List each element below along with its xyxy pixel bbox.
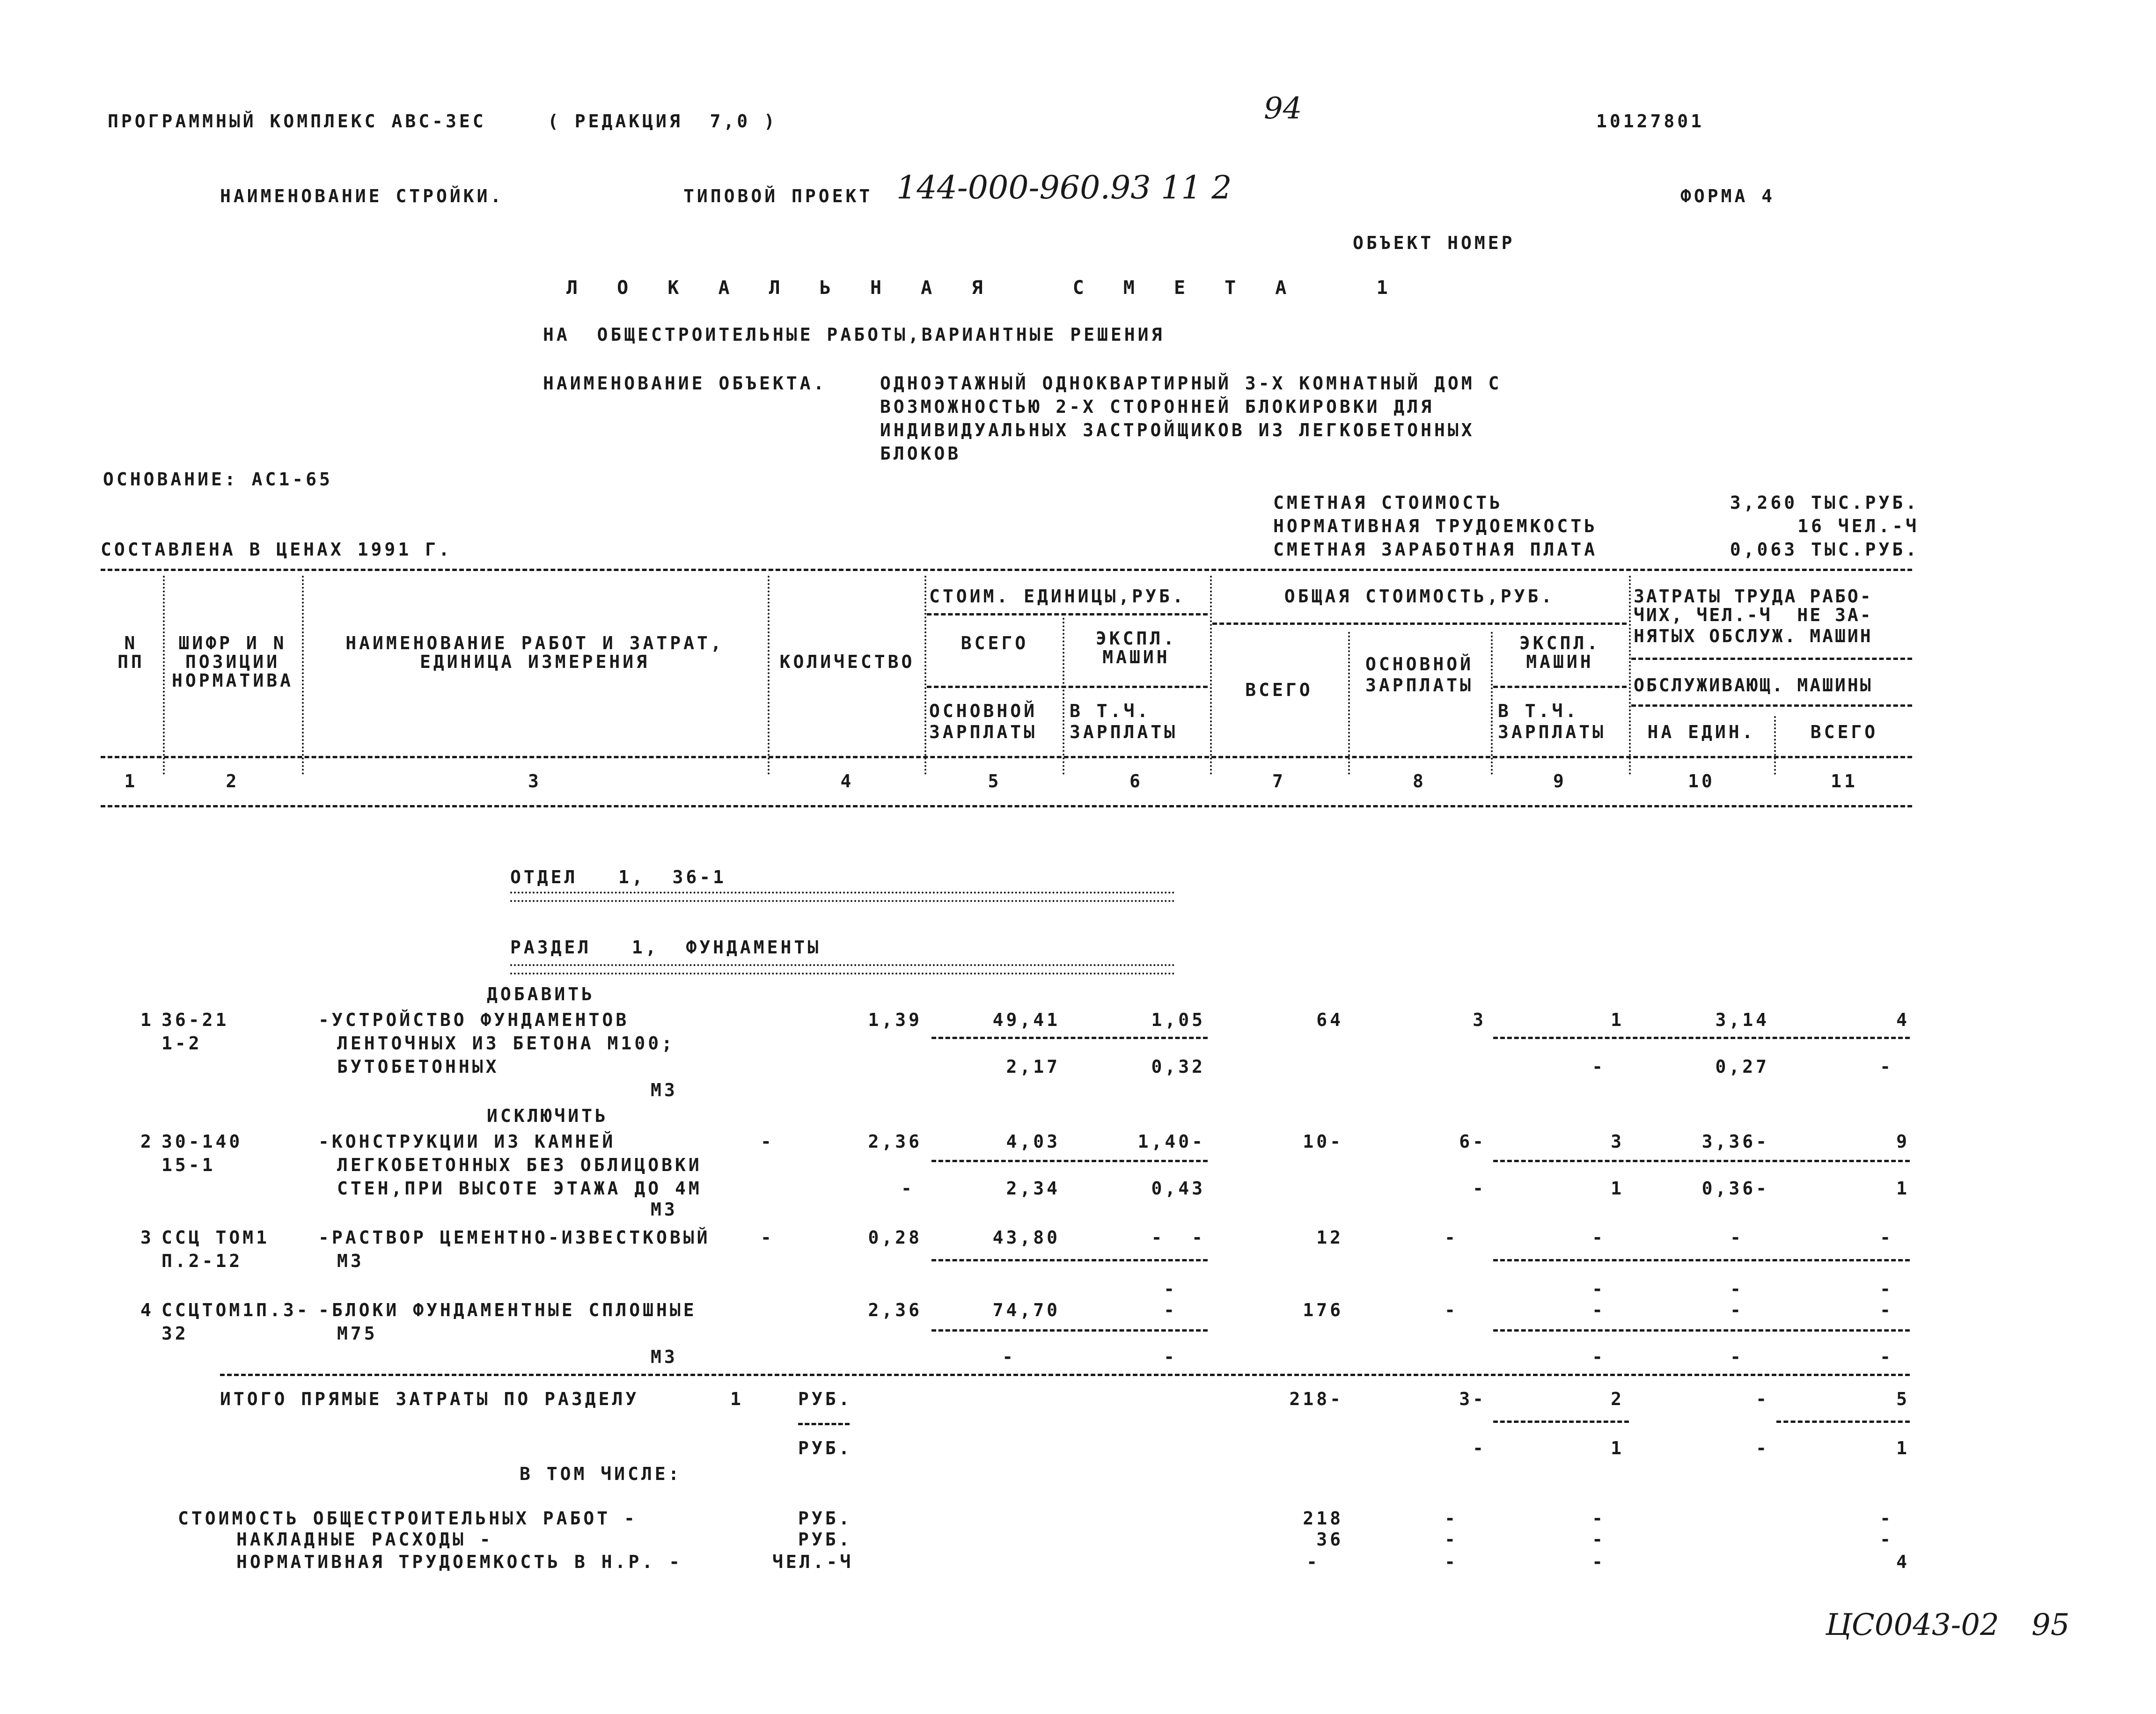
row-rule: [931, 1259, 1208, 1261]
row-c9: 1: [1611, 1010, 1624, 1030]
row-note: ИСКЛЮЧИТЬ: [487, 1106, 609, 1126]
handwritten-page-number: 95: [2031, 1608, 2070, 1642]
row-c10: 3,36-: [1701, 1131, 1769, 1152]
col-header: ВСЕГО: [961, 633, 1029, 653]
row-c8-sub: -: [1473, 1178, 1486, 1199]
col-divider: [1063, 618, 1064, 775]
works-type: НА ОБЩЕСТРОИТЕЛЬНЫЕ РАБОТЫ,ВАРИАНТНЫЕ РЕШЕНИЯ: [543, 324, 1165, 345]
row-code: 1-2: [161, 1033, 202, 1054]
project-label: ТИПОВОЙ ПРОЕКТ: [683, 186, 873, 206]
row-c6: -: [1164, 1300, 1177, 1320]
col-header: НА ЕДИН.: [1647, 722, 1756, 742]
col-header: ЕДИНИЦА ИЗМЕРЕНИЯ: [420, 652, 650, 672]
row-rule: [1493, 1329, 1910, 1332]
header-rule: [1212, 623, 1627, 625]
object-number: ОБЪЕКТ НОМЕР: [1353, 233, 1515, 253]
col-number: 8: [1413, 771, 1426, 791]
object-line: БЛОКОВ: [880, 443, 961, 464]
unit-rule: [798, 1423, 850, 1425]
row-qty-mark: -: [901, 1178, 915, 1199]
col-header: ПП: [117, 652, 145, 672]
header-rule: [927, 686, 1208, 688]
col-group-header: ЧИХ, ЧЕЛ.-Ч НЕ ЗА-: [1634, 605, 1873, 625]
breakdown-c11: 4: [1896, 1552, 1910, 1572]
row-c10-sub: -: [1730, 1347, 1744, 1367]
basis: ОСНОВАНИЕ: АС1-65: [103, 469, 333, 490]
col-header: НАИМЕНОВАНИЕ РАБОТ И ЗАТРАТ,: [345, 633, 724, 653]
row-c10: 3,14: [1715, 1010, 1769, 1030]
row-c11: -: [1880, 1227, 1893, 1248]
totals-top-rule: [220, 1374, 1910, 1376]
col-header: ОСНОВНОЙ: [1365, 654, 1474, 674]
col-header: В Т.Ч.: [1070, 701, 1151, 721]
row-rule: [1776, 1421, 1910, 1423]
row-code: ССЦТОМ1П.3-: [161, 1300, 310, 1320]
header-rule: [1631, 658, 1912, 660]
row-c9: 3: [1611, 1131, 1624, 1152]
totals-c10-sub: -: [1756, 1438, 1769, 1458]
object-label: НАИМЕНОВАНИЕ ОБЪЕКТА.: [543, 373, 827, 394]
row-qty: 2,36: [868, 1131, 922, 1152]
row-c6: - -: [1151, 1227, 1205, 1248]
row-c9-sub: -: [1592, 1347, 1606, 1367]
breakdown-label: НАКЛАДНЫЕ РАСХОДЫ -: [236, 1529, 493, 1550]
summary-value: 0,063 ТЫС.РУБ.: [1730, 539, 1919, 560]
breakdown-c7: 218: [1303, 1508, 1343, 1529]
object-line: ОДНОЭТАЖНЫЙ ОДНОКВАРТИРНЫЙ 3-Х КОМНАТНЫЙ ДОМ С: [880, 373, 1502, 394]
row-c10: -: [1730, 1300, 1744, 1320]
row-name: СТЕН,ПРИ ВЫСОТЕ ЭТАЖА ДО 4М: [337, 1178, 702, 1199]
row-unit: М3: [651, 1199, 678, 1220]
edition: ( РЕДАКЦИЯ 7,0 ): [548, 111, 777, 132]
col-header: В Т.Ч.: [1498, 701, 1579, 721]
col-header: ОСНОВНОЙ: [929, 701, 1038, 721]
razdel-heading: РАЗДЕЛ 1, ФУНДАМЕНТЫ: [510, 937, 821, 958]
row-rule: [1493, 1421, 1629, 1423]
row-c11-top: -: [1880, 1279, 1893, 1299]
estimate-title: Л О К А Л Ь Н А Я С М Е Т А 1: [566, 277, 1402, 299]
row-code: 30-140: [161, 1131, 243, 1152]
row-c5: 43,80: [992, 1227, 1060, 1248]
row-c7: 176: [1303, 1300, 1343, 1320]
form-label: ФОРМА 4: [1680, 186, 1775, 206]
col-divider: [924, 576, 926, 775]
building-label: НАИМЕНОВАНИЕ СТРОЙКИ.: [220, 186, 504, 206]
row-c9-sub: 1: [1611, 1178, 1624, 1199]
col-number: 5: [988, 771, 1002, 791]
col-number: 11: [1831, 771, 1858, 791]
header-rule: [927, 613, 1208, 615]
row-c5-sub: 2,17: [1006, 1056, 1060, 1077]
summary-label: СМЕТНАЯ ЗАРАБОТНАЯ ПЛАТА: [1273, 539, 1598, 560]
row-rule: [1493, 1259, 1910, 1261]
row-number: 2: [140, 1131, 154, 1152]
row-c11: -: [1880, 1300, 1893, 1320]
row-number: 1: [140, 1010, 154, 1030]
row-c11: 9: [1896, 1131, 1910, 1152]
composed-in-prices: СОСТАВЛЕНА В ЦЕНАХ 1991 Г.: [101, 539, 452, 560]
row-c6-sub: 0,43: [1151, 1178, 1205, 1199]
row-c11: 4: [1896, 1010, 1910, 1030]
col-number: 3: [528, 771, 542, 791]
col-number: 7: [1272, 771, 1286, 791]
page-number-handwritten: 94: [1264, 91, 1302, 126]
row-c9-sub: -: [1592, 1056, 1606, 1077]
breakdown-c9: -: [1592, 1552, 1606, 1572]
col-divider: [1774, 716, 1776, 775]
header-rule: [1493, 686, 1627, 688]
col-number: 2: [226, 771, 240, 791]
totals-unit: РУБ.: [798, 1438, 852, 1458]
totals-c10: -: [1756, 1389, 1769, 1409]
breakdown-unit: РУБ.: [798, 1508, 852, 1529]
col-number: 4: [840, 771, 854, 791]
table-top-rule: [101, 569, 1912, 571]
row-c10: -: [1730, 1227, 1744, 1248]
totals-c11-sub: 1: [1896, 1438, 1910, 1458]
row-number: 4: [140, 1300, 154, 1320]
row-c7: 10-: [1303, 1131, 1343, 1152]
including-label: В ТОМ ЧИСЛЕ:: [520, 1464, 682, 1484]
row-rule: [1493, 1037, 1910, 1039]
row-c6-sub: 0,32: [1151, 1056, 1205, 1077]
row-code: 32: [161, 1323, 189, 1344]
row-c6-top: -: [1164, 1279, 1177, 1299]
breakdown-c11: -: [1880, 1508, 1893, 1529]
row-code: ССЦ ТОМ1: [161, 1227, 270, 1248]
col-header: ЗАРПЛАТЫ: [1498, 722, 1606, 742]
row-code: 15-1: [161, 1155, 216, 1175]
col-group-header: СТОИМ. ЕДИНИЦЫ,РУБ.: [929, 586, 1186, 607]
breakdown-c8: -: [1445, 1552, 1458, 1572]
row-unit: М3: [651, 1080, 678, 1100]
row-qty: 0,28: [868, 1227, 922, 1248]
row-qty: 1,39: [868, 1010, 922, 1030]
totals-section-number: 1: [730, 1389, 744, 1409]
col-group-header: НЯТЫХ ОБСЛУЖ. МАШИН: [1634, 626, 1873, 646]
col-header: НОРМАТИВА: [172, 670, 293, 691]
row-c9-top: -: [1592, 1279, 1606, 1299]
row-c10-sub: 0,27: [1715, 1056, 1769, 1077]
col-header: ПОЗИЦИИ: [185, 652, 280, 672]
row-c7: 64: [1316, 1010, 1343, 1030]
totals-c7: 218-: [1289, 1389, 1343, 1409]
breakdown-c11: -: [1880, 1529, 1893, 1550]
col-header: ВСЕГО: [1810, 722, 1878, 742]
col-divider: [1210, 576, 1212, 775]
breakdown-c9: -: [1592, 1529, 1606, 1550]
row-c11-sub: -: [1880, 1056, 1893, 1077]
col-divider: [1629, 576, 1631, 775]
col-header: ВСЕГО: [1245, 680, 1313, 700]
row-name: -КОНСТРУКЦИИ ИЗ КАМНЕЙ: [318, 1131, 616, 1152]
col-group-header: ЗАТРАТЫ ТРУДА РАБО-: [1634, 586, 1873, 607]
header-rule: [1631, 704, 1912, 707]
row-name: М3: [337, 1251, 364, 1271]
row-c10-sub: 0,36-: [1701, 1178, 1769, 1199]
summary-value: 3,260 ТЫС.РУБ.: [1730, 492, 1919, 513]
row-c6-sub: -: [1164, 1347, 1177, 1367]
row-c5: 49,41: [992, 1010, 1060, 1030]
col-divider: [768, 576, 770, 775]
summary-label: НОРМАТИВНАЯ ТРУДОЕМКОСТЬ: [1273, 516, 1598, 536]
totals-c9-sub: 1: [1611, 1438, 1624, 1458]
totals-label: ИТОГО ПРЯМЫЕ ЗАТРАТЫ ПО РАЗДЕЛУ: [220, 1389, 639, 1409]
breakdown-unit: ЧЕЛ.-Ч: [772, 1552, 854, 1572]
summary-label: СМЕТНАЯ СТОИМОСТЬ: [1273, 492, 1503, 513]
row-c8: 3: [1473, 1010, 1486, 1030]
breakdown-c9: -: [1592, 1508, 1606, 1529]
row-name: -РАСТВОР ЦЕМЕНТНО-ИЗВЕСТКОВЫЙ: [318, 1227, 711, 1248]
row-c10-top: -: [1730, 1279, 1744, 1299]
row-rule: [931, 1160, 1208, 1162]
row-c9: -: [1592, 1300, 1606, 1320]
breakdown-c7: 36: [1316, 1529, 1343, 1550]
otdel-heading: ОТДЕЛ 1, 36-1: [510, 867, 727, 887]
col-divider: [1348, 632, 1350, 775]
col-header: ШИФР И N: [178, 633, 287, 653]
row-unit: М3: [651, 1347, 678, 1367]
row-c6: 1,40-: [1137, 1131, 1205, 1152]
row-rule: [931, 1037, 1208, 1039]
col-header: N: [124, 633, 138, 653]
row-code: П.2-12: [161, 1251, 243, 1271]
row-qty-mark: -: [761, 1131, 774, 1152]
row-c8: -: [1445, 1227, 1458, 1248]
project-code: 144-000-960.93 11 2: [896, 169, 1232, 206]
col-divider: [1491, 632, 1493, 775]
row-name: ЛЕГКОБЕТОННЫХ БЕЗ ОБЛИЦОВКИ: [337, 1155, 702, 1175]
col-number: 9: [1553, 771, 1567, 791]
totals-c11: 5: [1896, 1389, 1910, 1409]
row-c5: 74,70: [992, 1300, 1060, 1320]
breakdown-c7: -: [1306, 1552, 1320, 1572]
col-header: КОЛИЧЕСТВО: [779, 652, 915, 672]
row-note: ДОБАВИТЬ: [487, 984, 595, 1004]
row-number: 3: [140, 1227, 154, 1248]
row-c5-sub: 2,34: [1006, 1178, 1060, 1199]
row-c11-sub: -: [1880, 1347, 1893, 1367]
row-c6: 1,05: [1151, 1010, 1205, 1030]
program-name: ПРОГРАММНЫЙ КОМПЛЕКС АВС-3ЕС: [108, 111, 486, 132]
row-name: -БЛОКИ ФУНДАМЕНТНЫЕ СПЛОШНЫЕ: [318, 1300, 697, 1320]
breakdown-c8: -: [1445, 1529, 1458, 1550]
row-qty: 2,36: [868, 1300, 922, 1320]
row-rule: [931, 1329, 1208, 1332]
header-end-rule: [101, 805, 1912, 807]
row-c5-sub: -: [1002, 1347, 1016, 1367]
col-header: ЭКСПЛ.: [1095, 628, 1177, 649]
row-qty-mark: -: [761, 1227, 774, 1248]
row-c11-sub: 1: [1896, 1178, 1910, 1199]
row-c5: 4,03: [1006, 1131, 1060, 1152]
col-header: ЗАРПЛАТЫ: [929, 722, 1038, 742]
row-c8: -: [1445, 1300, 1458, 1320]
col-divider: [302, 576, 304, 775]
breakdown-label: СТОИМОСТЬ ОБЩЕСТРОИТЕЛЬНЫХ РАБОТ -: [178, 1508, 638, 1529]
row-c7: 12: [1316, 1227, 1343, 1248]
col-header: ЗАРПЛАТЫ: [1365, 675, 1474, 696]
col-number: 1: [124, 771, 138, 791]
col-number: 6: [1129, 771, 1143, 791]
breakdown-unit: РУБ.: [798, 1529, 852, 1550]
col-header: ЭКСПЛ.: [1519, 633, 1601, 653]
col-group-header: ОБЩАЯ СТОИМОСТЬ,РУБ.: [1284, 586, 1555, 607]
col-group-header: ОБСЛУЖИВАЮЩ. МАШИНЫ: [1634, 675, 1873, 696]
row-code: 36-21: [161, 1010, 229, 1030]
col-header: МАШИН: [1102, 647, 1170, 667]
double-rule: [510, 892, 1175, 902]
col-header: ЗАРПЛАТЫ: [1070, 722, 1178, 742]
totals-c8-sub: -: [1473, 1438, 1486, 1458]
row-c8: 6-: [1459, 1131, 1486, 1152]
col-header: МАШИН: [1526, 652, 1594, 672]
row-c9: -: [1592, 1227, 1606, 1248]
row-name: БУТОБЕТОННЫХ: [337, 1056, 499, 1077]
handwritten-stamp: ЦС0043-02: [1826, 1608, 1999, 1642]
totals-c8: 3-: [1459, 1389, 1486, 1409]
header-bottom-rule: [101, 756, 1912, 758]
breakdown-c8: -: [1445, 1508, 1458, 1529]
col-number: 10: [1688, 771, 1715, 791]
object-line: ВОЗМОЖНОСТЬЮ 2-Х СТОРОННЕЙ БЛОКИРОВКИ ДЛЯ: [880, 396, 1434, 417]
double-rule: [510, 964, 1175, 974]
row-rule: [1493, 1160, 1910, 1162]
doc-number: 10127801: [1596, 111, 1705, 132]
totals-c9: 2: [1611, 1389, 1624, 1409]
row-name: ЛЕНТОЧНЫХ ИЗ БЕТОНА М100;: [337, 1033, 675, 1054]
row-name: М75: [337, 1323, 378, 1344]
breakdown-label: НОРМАТИВНАЯ ТРУДОЕМКОСТЬ В Н.Р. -: [236, 1552, 682, 1572]
object-line: ИНДИВИДУАЛЬНЫХ ЗАСТРОЙЩИКОВ ИЗ ЛЕГКОБЕТОННЫХ: [880, 420, 1475, 440]
summary-value: 16 ЧЕЛ.-Ч: [1797, 516, 1919, 536]
totals-unit: РУБ.: [798, 1389, 852, 1409]
row-name: -УСТРОЙСТВО ФУНДАМЕНТОВ: [318, 1010, 630, 1030]
